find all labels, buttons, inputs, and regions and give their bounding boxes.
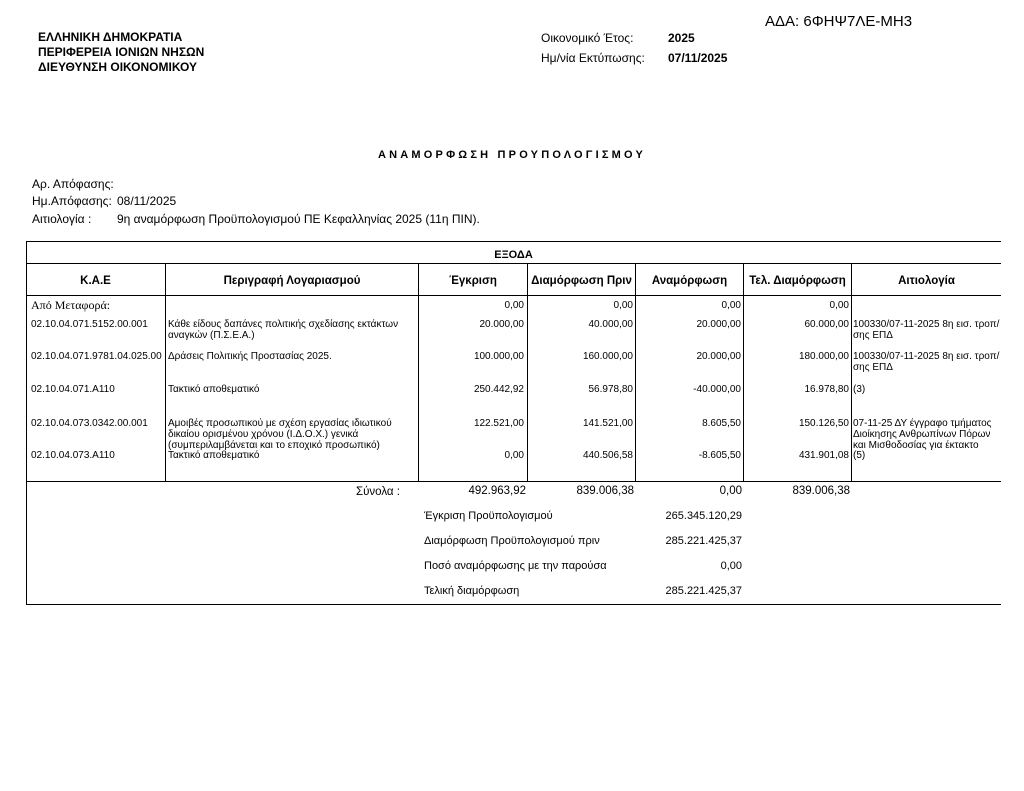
header-divider: [26, 263, 1001, 264]
row-4-kae: 02.10.04.073.0342.00.001: [31, 418, 148, 429]
row-4-approval: 122.521,00: [473, 418, 524, 429]
row-5-reason: (5): [853, 450, 866, 461]
row-2-final: 180.000,00: [798, 351, 849, 362]
row-3-reason: (3): [853, 384, 866, 395]
ada-code: ΑΔΑ: 6ΦΗΨ7ΛΕ-ΜΗ3: [765, 13, 913, 30]
row-2-reason: 100330/07-11-2025 8η εισ. τροπ/σης ΕΠΔ: [853, 351, 1000, 373]
summary-final-label: Τελική διαμόρφωση: [424, 585, 520, 597]
decision-date-value: 08/11/2025: [117, 194, 177, 208]
col-header-change: Αναμόρφωση: [651, 275, 728, 287]
row-4-description: Αμοιβές προσωπικού με σχέση εργασίας ιδιωτικού δικαίου ορισμένου χρόνου (Ι.Δ.Ο.Χ.) γενικά (συμπεριλαμβάνεται και το εποχικό προσωπικό): [168, 418, 392, 451]
row-1-final: 60.000,00: [804, 319, 849, 330]
carry-before: 0,00: [613, 300, 633, 311]
row-2-description: Δράσεις Πολιτικής Προστασίας 2025.: [168, 351, 332, 362]
row-1-description: Κάθε είδους δαπάνες πολιτικής σχεδίασης εκτάκτων αναγκών (Π.Σ.Ε.Α.): [168, 319, 399, 341]
row-4-change: 8.605,50: [702, 418, 741, 429]
row-5-before: 440.506,58: [582, 450, 633, 461]
col-header-kae: Κ.Α.Ε: [80, 275, 111, 287]
summary-approval-value: 265.345.120,29: [665, 510, 742, 522]
row-5-final: 431.901,08: [798, 450, 849, 461]
totals-approval: 492.963,92: [468, 485, 526, 497]
row-4-before: 141.521,00: [582, 418, 633, 429]
carry-forward-label: Από Μεταφορά:: [31, 298, 111, 312]
org-line-1: ΕΛΛΗΝΙΚΗ ΔΗΜΟΚΡΑΤΙΑ: [38, 30, 183, 44]
col-divider: [165, 263, 166, 481]
totals-final: 839.006,38: [792, 485, 850, 497]
col-header-reason: Αιτιολογία: [898, 275, 955, 287]
row-3-change: -40.000,00: [693, 384, 741, 395]
summary-before-label: Διαμόρφωση Προϋπολογισμού πριν: [424, 535, 600, 547]
row-4-final: 150.126,50: [798, 418, 849, 429]
col-header-final: Τελ. Διαμόρφωση: [749, 275, 846, 287]
summary-change-label: Ποσό αναμόρφωσης με την παρούσα: [424, 560, 607, 572]
row-5-description: Τακτικό αποθεματικό: [168, 450, 260, 461]
fiscal-year-label: Οικονομικό Έτος:: [541, 31, 634, 45]
col-divider: [527, 263, 528, 481]
totals-label: Σύνολα :: [356, 486, 400, 498]
decision-reason-value: 9η αναμόρφωση Προϋπολογισμού ΠΕ Κεφαλληνίας 2025 (11η ΠΙΝ).: [117, 212, 480, 226]
document-title: ΑΝΑΜΟΡΦΩΣΗ ΠΡΟΥΠΟΛΟΓΙΣΜΟΥ: [377, 149, 647, 161]
carry-approval: 0,00: [504, 300, 524, 311]
summary-before-value: 285.221.425,37: [665, 535, 742, 547]
row-3-kae: 02.10.04.071.Α110: [31, 384, 115, 395]
summary-final-value: 285.221.425,37: [665, 585, 742, 597]
col-divider: [635, 263, 636, 481]
row-3-final: 16.978,80: [804, 384, 849, 395]
row-2-approval: 100.000,00: [473, 351, 524, 362]
row-2-before: 160.000,00: [582, 351, 633, 362]
row-5-change: -8.605,50: [698, 450, 741, 461]
row-5-approval: 0,00: [504, 450, 524, 461]
organization-block: [38, 30, 204, 75]
col-header-before: Διαμόρφωση Πριν: [531, 275, 632, 287]
print-date-value: 07/11/2025: [668, 51, 728, 65]
print-date-label: Ημ/νία Εκτύπωσης:: [541, 51, 645, 65]
row-4-reason: 07-11-25 ΔΥ έγγραφο τμήματος Διοίκησης Ανθρωπίνων Πόρων και Μισθοδοσίας για έκτακτο: [853, 418, 992, 451]
col-divider: [418, 263, 419, 481]
decision-reason-label: Αιτιολογία :: [32, 212, 92, 226]
decision-date-label: Ημ.Απόφασης:: [32, 194, 112, 208]
row-2-change: 20.000,00: [696, 351, 741, 362]
col-header-description: Περιγραφή Λογαριασμού: [223, 275, 361, 287]
row-1-before: 40.000,00: [588, 319, 633, 330]
row-3-before: 56.978,80: [588, 384, 633, 395]
row-3-approval: 250.442,92: [473, 384, 524, 395]
fiscal-year-value: 2025: [668, 31, 695, 45]
row-5-kae: 02.10.04.073.Α110: [31, 450, 115, 461]
row-1-approval: 20.000,00: [479, 319, 524, 330]
org-line-2: ΠΕΡΙΦΕΡΕΙΑ ΙΟΝΙΩΝ ΝΗΣΩΝ: [38, 45, 205, 59]
row-1-kae: 02.10.04.071.5152.00.001: [31, 319, 148, 330]
col-divider: [743, 263, 744, 481]
col-header-approval: Έγκριση: [449, 275, 497, 287]
row-1-change: 20.000,00: [696, 319, 741, 330]
row-1-reason: 100330/07-11-2025 8η εισ. τροπ/σης ΕΠΔ: [853, 319, 1000, 341]
decision-number-label: Αρ. Απόφασης:: [32, 177, 114, 191]
row-3-description: Τακτικό αποθεματικό: [168, 384, 260, 395]
summary-approval-label: Έγκριση Προϋπολογισμού: [424, 510, 553, 522]
header-bottom-divider: [26, 295, 1001, 296]
summary-change-value: 0,00: [720, 560, 742, 572]
row-2-kae: 02.10.04.071.9781.04.025.00: [31, 351, 162, 362]
totals-before: 839.006,38: [576, 485, 634, 497]
section-title: ΕΞΟΔΑ: [494, 249, 533, 261]
col-divider: [851, 263, 852, 481]
org-line-3: ΔΙΕΥΘΥΝΣΗ ΟΙΚΟΝΟΜΙΚΟΥ: [38, 60, 197, 74]
carry-change: 0,00: [721, 300, 741, 311]
carry-final: 0,00: [829, 300, 849, 311]
totals-change: 0,00: [719, 485, 742, 497]
